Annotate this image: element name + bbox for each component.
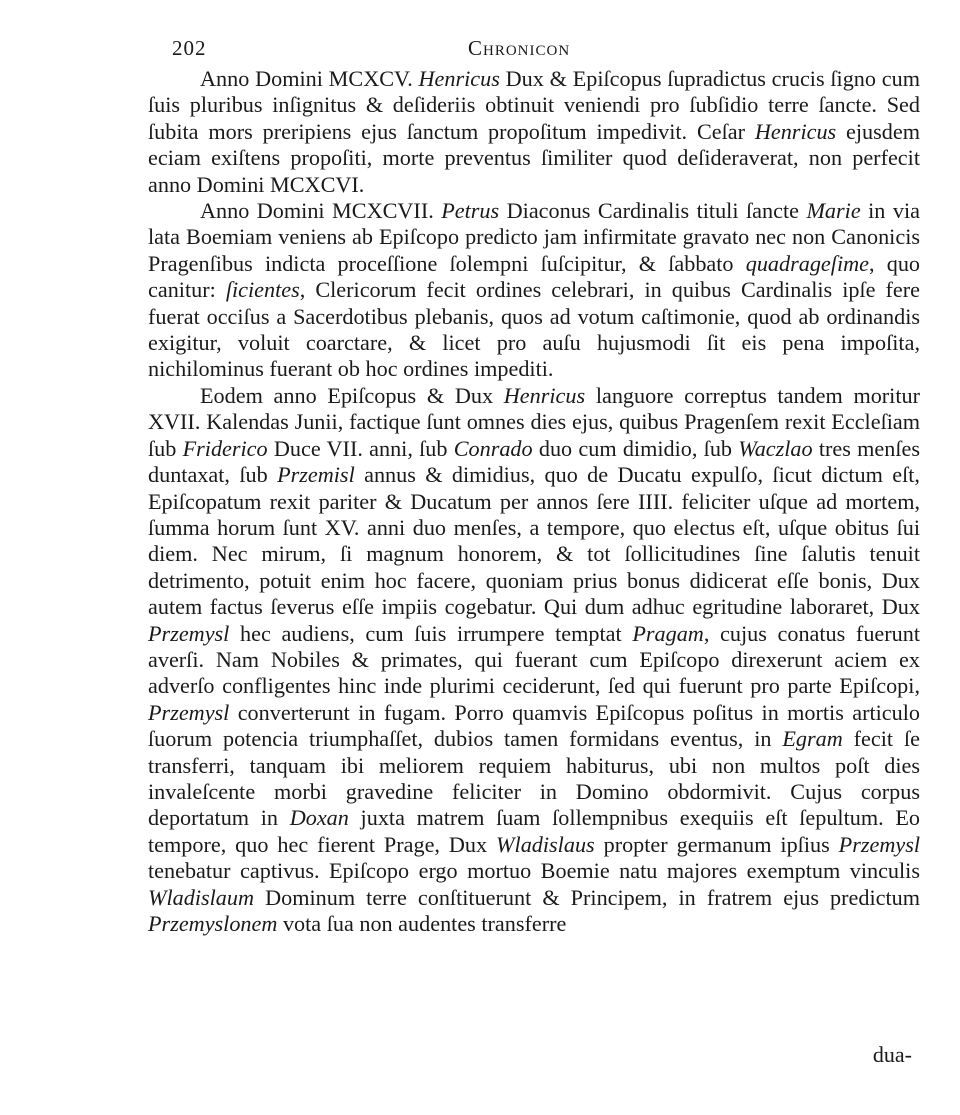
text-run: , cujus conatus fuerunt averſi. Nam Nobiles & primates, qui fuerant cum Epiſcopo direxerunt aciem ex adverſo confligentes hinc inde plurimi ceciderunt, ſed qui fuerunt pro parte Epiſcopi, — [148, 620, 920, 699]
proper-name: Przemyslonem — [148, 911, 278, 936]
text-run: duo cum dimidio, ſub — [532, 435, 739, 461]
paragraph — [148, 383, 920, 938]
text-run: juxta matrem ſuam ſollempnibus exequiis eſt ſepultum. Eo tempore, quo hec fierent Prage, Dux — [148, 805, 920, 857]
text-run: Duce VII. anni, ſub — [267, 435, 454, 461]
proper-name: Petrus — [441, 198, 500, 224]
text-run: tres menſes duntaxat, ſub — [148, 435, 920, 488]
text-run: Eodem anno Epiſcopus & Dux — [200, 382, 504, 408]
proper-name: Pragam — [632, 620, 704, 646]
proper-name: Egram — [782, 726, 843, 752]
proper-name: Przemysl — [838, 831, 920, 857]
text-run: Dux & Epiſcopus ſupradictus crucis ſigno cum ſuis pluribus inſignitus & deſideriis obtinuit veniendi pro ſubſidio terre ſancte. Sed ſubita mors preripiens ejus ſanctum propoſitum impedivit. Ceſar — [148, 66, 920, 144]
proper-name: Przemysl — [148, 620, 230, 646]
proper-name: Conrado — [453, 435, 533, 461]
proper-name: Henricus — [754, 118, 837, 144]
catchword: dua- — [872, 1042, 912, 1067]
proper-name: Friderico — [182, 435, 268, 461]
paragraph — [148, 66, 920, 198]
running-title: Chronicon — [468, 36, 571, 60]
proper-name: Wladislaum — [148, 884, 255, 910]
running-head — [0, 30, 960, 64]
text-run: propter germanum ipſius — [594, 831, 839, 857]
text-run: ejusdem eciam exiſtens propoſiti, morte preventus ſimiliter quod deſideraverat, non perfecit anno Domini MCXCVI. — [148, 118, 920, 197]
proper-name: Doxan — [289, 805, 349, 831]
proper-name: ſicientes — [225, 277, 300, 303]
proper-name: quadrageſime — [745, 250, 869, 276]
text-run: Anno Domini MCXCVII. — [200, 198, 442, 224]
proper-name: Henricus — [503, 382, 586, 408]
text-run: converterunt in fugam. Porro quamvis Epiſcopus poſitus in mortis articulo ſuorum potencia triumphaſſet, dubios tamen formidans eventus, in — [148, 699, 920, 752]
text-run: Diaconus Cardinalis tituli ſancte — [499, 198, 807, 224]
text-run: in via lata Boemiam veniens ab Epiſcopo predicto jam infirmitate gravato nec non Canonicis Pragenſibus indicta proceſſione ſolempni ſuſcipitur, & ſabbato — [148, 198, 920, 276]
text-run: Dominum terre conſtituerunt & Principem, in fratrem ejus predictum — [254, 884, 920, 910]
page-number: 202 — [172, 36, 207, 60]
text-run: vota ſua non audentes transferre — [277, 911, 567, 936]
text-run: , Clericorum fecit ordines celebrari, in quibus Cardinalis ipſe fere fuerat occiſus a Sacerdotibus plebanis, quos ad votum caſtimonie, quod ab ordinandis exigitur, voluit coarctare, & licet pro auſu hujusmodi ſit eis pena impoſita, nichilominus fuerant ob hoc ordines impediti. — [148, 277, 920, 382]
body-text — [148, 66, 920, 937]
text-run: tenebatur captivus. Epiſcopo ergo mortuo Boemie natu majores exemptum vinculis — [148, 858, 920, 884]
paragraph — [148, 198, 920, 383]
text-run: hec audiens, cum ſuis irrumpere temptat — [229, 620, 633, 646]
text-run: fecit ſe transferri, tanquam ibi meliorem requiem habiturus, ubi non multos poſt dies invaleſcente morbi gravedine feliciter in Domino obdormivit. Cujus corpus deportatum in — [148, 726, 920, 831]
proper-name: Marie — [806, 198, 861, 224]
proper-name: Przemisl — [277, 462, 355, 488]
text-run: , quo canitur: — [148, 250, 921, 303]
text-run: Anno Domini MCXCV. — [200, 66, 419, 91]
text-run: annus & dimidius, quo de Ducatu expulſo, ſicut dictum eſt, Epiſcopatum rexit pariter & Ducatum per annos ſere IIII. feliciter uſque ad mortem, ſumma horum ſunt XV. anni duo menſes, a tempore, quo electus eſt, uſque obitus ſui diem. Nec mirum, ſi magnum honorem, & tot ſollicitudines ſine ſalutis tenuit detrimento, potuit enim hoc facere, quoniam prius bonus didicerat eſſe bonis, Dux autem factus ſeverus eſſe impiis cogebatur. Qui dum adhuc egritudine laboraret, Dux — [148, 462, 920, 620]
proper-name: Wladislaus — [496, 831, 595, 857]
text-run: languore correptus tandem moritur XVII. Kalendas Junii, factique ſunt omnes dies ejus, quibus Pragenſem rexit Eccleſiam ſub — [148, 382, 920, 461]
proper-name: Henricus — [418, 66, 500, 91]
proper-name: Przemysl — [148, 699, 230, 725]
proper-name: Waczlao — [738, 435, 813, 461]
